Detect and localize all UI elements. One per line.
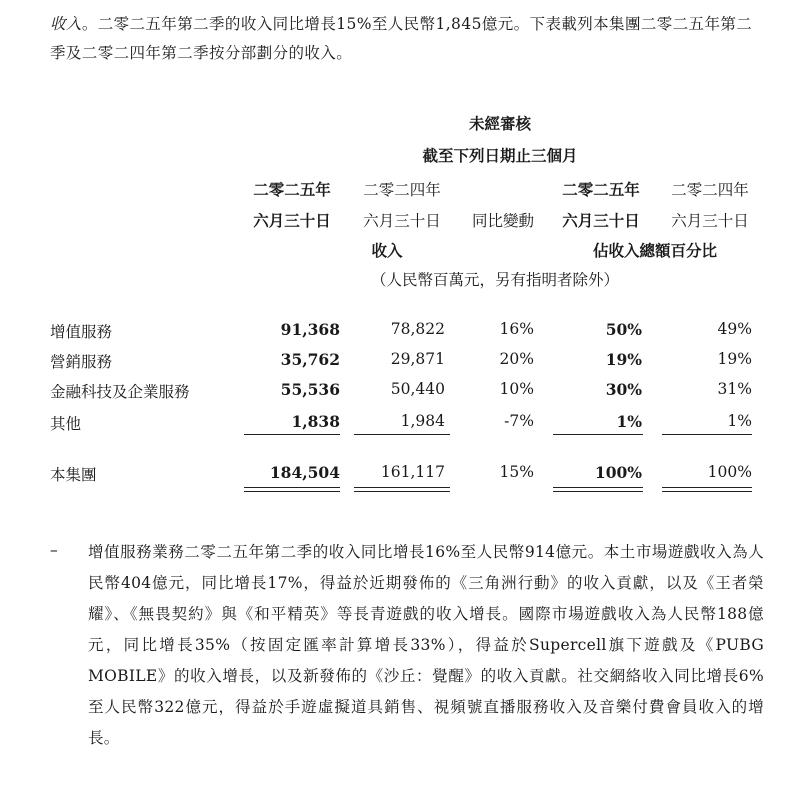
header-rev-2024-date: 六月三十日	[363, 212, 441, 230]
cell-pct-2024: 31%	[717, 380, 752, 398]
header-pct-2025-year: 二零二五年	[562, 180, 640, 199]
row-label: 其他	[50, 415, 82, 433]
double-rule-pct-2024-b	[662, 491, 752, 492]
cell-pct-2025: 19%	[605, 350, 642, 369]
header-period: 截至下列日期止三個月	[422, 146, 578, 165]
double-rule-rev-2025-b	[244, 491, 340, 492]
header-rev-2025-year: 二零二五年	[253, 180, 331, 199]
row-label: 增值服務	[50, 323, 113, 341]
cell-pct-2024: 1%	[727, 412, 752, 430]
cell-pct-2025: 100%	[594, 463, 642, 482]
double-rule-pct-2025-a	[553, 487, 643, 488]
double-rule-pct-2025-b	[553, 491, 643, 492]
cell-rev-2025: 35,762	[280, 350, 340, 369]
cell-rev-2025: 55,536	[280, 380, 340, 399]
header-rev-2025-date: 六月三十日	[253, 211, 331, 230]
header-yoy: 同比變動	[471, 212, 534, 230]
cell-pct-2024: 49%	[717, 320, 752, 338]
header-pct-2025-date: 六月三十日	[562, 211, 640, 230]
cell-yoy: 16%	[499, 320, 534, 338]
header-pct: 佔收入總額百分比	[592, 241, 717, 260]
bullet-dash: –	[50, 541, 58, 559]
intro-paragraph	[50, 10, 762, 68]
cell-rev-2024: 161,117	[380, 463, 445, 481]
row-label: 本集團	[50, 466, 97, 484]
rule-rev-2025	[244, 434, 340, 435]
row-label: 營銷服務	[50, 353, 113, 371]
header-unaudited: 未經審核	[468, 114, 531, 133]
cell-pct-2024: 19%	[717, 350, 752, 368]
double-rule-rev-2024-b	[354, 491, 450, 492]
intro-lead: 收入	[50, 15, 82, 33]
header-units: （人民幣百萬元，另有指明者除外）	[370, 271, 619, 289]
cell-pct-2025: 1%	[616, 412, 642, 431]
cell-pct-2025: 50%	[605, 320, 642, 339]
row-label: 金融科技及企業服務	[50, 383, 190, 401]
rule-pct-2024	[662, 434, 752, 435]
cell-rev-2025: 1,838	[291, 412, 340, 431]
double-rule-rev-2024-a	[354, 487, 450, 488]
double-rule-pct-2024-a	[662, 487, 752, 488]
cell-yoy: 10%	[499, 380, 534, 398]
cell-pct-2025: 30%	[605, 380, 642, 399]
cell-rev-2024: 1,984	[400, 412, 445, 430]
header-rev-2024-year: 二零二四年	[363, 181, 441, 199]
cell-rev-2025: 91,368	[280, 320, 340, 339]
cell-rev-2024: 50,440	[390, 380, 445, 398]
cell-yoy: -7%	[504, 412, 534, 430]
double-rule-rev-2025-a	[244, 487, 340, 488]
cell-rev-2024: 78,822	[390, 320, 445, 338]
cell-yoy: 15%	[499, 463, 534, 481]
intro-text: 。二零二五年第二季的收入同比增長15%至人民幣1,845億元。下表載列本集團二零二五年第二季及二零二四年第二季按分部劃分的收入。	[50, 15, 753, 62]
bullet-paragraph: 增值服務業務二零二五年第二季的收入同比增長16%至人民幣914億元。本土市場遊戲收入為人民幣404億元，同比增長17%，得益於近期發佈的《三角洲行動》的收入貢獻，以及《王者榮耀》、《無畏契約》與《和平精英》等長青遊戲的收入增長。國際市場遊戲收入為人民幣188億元，同比增長35%（按固定匯率計算增長33%），得益於Supercell旗下遊戲及《PUBG MOBILE》的收入增長，以及新發佈的《沙丘：覺醒》的收入貢獻。社交網絡收入同比增長6%至人民幣322億元，得益於手遊虛擬道具銷售、視頻號直播服務收入及音樂付費會員收入的增長。	[88, 543, 764, 747]
rule-rev-2024	[354, 434, 450, 435]
header-revenue: 收入	[371, 241, 403, 260]
cell-rev-2024: 29,871	[390, 350, 445, 368]
rule-pct-2025	[553, 434, 643, 435]
cell-rev-2025: 184,504	[269, 463, 340, 482]
cell-pct-2024: 100%	[707, 463, 752, 481]
header-pct-2024-date: 六月三十日	[671, 212, 749, 230]
cell-yoy: 20%	[499, 350, 534, 368]
header-pct-2024-year: 二零二四年	[671, 181, 749, 199]
